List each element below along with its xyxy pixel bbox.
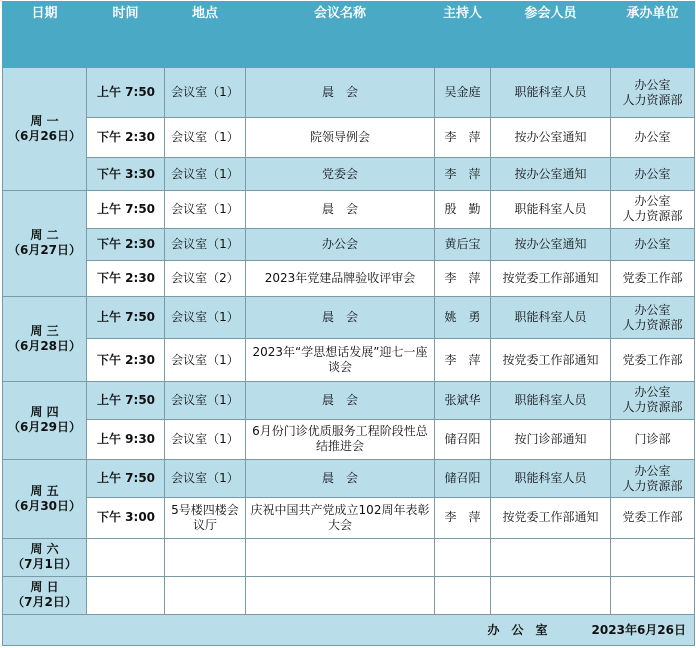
schedule-row xyxy=(3,118,695,158)
meeting-cell: 庆祝中国共产党成立102周年表彰大会 xyxy=(246,498,435,538)
place-cell: 会议室（1） xyxy=(165,460,246,498)
host-cell: 姚 勇 xyxy=(435,297,491,339)
header-row xyxy=(3,2,695,68)
meeting-schedule-table xyxy=(2,1,695,646)
schedule-row xyxy=(3,538,695,576)
time-cell: 下午 3:30 xyxy=(87,158,165,190)
organizer-cell: 门诊部 xyxy=(611,419,695,459)
organizer-cell: 办公室 xyxy=(611,158,695,190)
day-cell xyxy=(3,460,87,538)
time-cell: 上午 9:30 xyxy=(87,419,165,459)
organizer-cell: 办公室 人力资源部 xyxy=(611,190,695,228)
empty-cell xyxy=(246,576,435,614)
day-date: （6月28日） xyxy=(7,338,82,353)
time-cell: 上午 7:50 xyxy=(87,460,165,498)
schedule-body xyxy=(3,68,695,615)
place-cell: 会议室（1） xyxy=(165,297,246,339)
empty-cell xyxy=(435,576,491,614)
attendees-cell: 职能科室人员 xyxy=(491,460,611,498)
place-cell: 会议室（1） xyxy=(165,339,246,381)
organizer-cell: 办公室 人力资源部 xyxy=(611,297,695,339)
place-cell: 会议室（1） xyxy=(165,68,246,118)
day-cell xyxy=(3,538,87,576)
empty-cell xyxy=(87,576,165,614)
host-cell: 李 萍 xyxy=(435,339,491,381)
place-cell: 会议室（1） xyxy=(165,228,246,260)
organizer-cell: 党委工作部 xyxy=(611,261,695,297)
empty-cell xyxy=(165,538,246,576)
meeting-cell: 院领导例会 xyxy=(246,118,435,158)
time-cell: 下午 2:30 xyxy=(87,228,165,260)
day-name: 周 三 xyxy=(30,323,59,338)
organizer-cell: 办公室 人力资源部 xyxy=(611,460,695,498)
schedule-row xyxy=(3,190,695,228)
attendees-cell: 职能科室人员 xyxy=(491,297,611,339)
day-name: 周 日 xyxy=(30,580,59,595)
day-date: （7月2日） xyxy=(12,595,77,610)
time-cell: 上午 7:50 xyxy=(87,68,165,118)
attendees-cell: 按党委工作部通知 xyxy=(491,498,611,538)
host-cell: 储召阳 xyxy=(435,460,491,498)
day-name: 周 二 xyxy=(30,228,59,243)
organizer-cell: 党委工作部 xyxy=(611,339,695,381)
meeting-cell: 办公会 xyxy=(246,228,435,260)
attendees-cell: 职能科室人员 xyxy=(491,190,611,228)
day-date: （6月30日） xyxy=(7,498,82,513)
footer-row xyxy=(3,615,695,646)
time-cell: 上午 7:50 xyxy=(87,190,165,228)
footer-cell xyxy=(3,615,695,646)
schedule-row xyxy=(3,68,695,118)
header-attendees: 参会人员 xyxy=(491,2,611,68)
day-date: （7月1日） xyxy=(12,557,77,572)
meeting-cell: 晨 会 xyxy=(246,68,435,118)
meeting-cell: 晨 会 xyxy=(246,460,435,498)
schedule-row xyxy=(3,339,695,381)
day-name: 周 六 xyxy=(30,542,59,557)
day-cell xyxy=(3,297,87,381)
host-cell: 李 萍 xyxy=(435,261,491,297)
day-cell xyxy=(3,381,87,459)
schedule-row xyxy=(3,498,695,538)
footer-date: 2023年6月26日 xyxy=(591,622,686,637)
header-host: 主持人 xyxy=(435,2,491,68)
schedule-row xyxy=(3,261,695,297)
attendees-cell: 按办公室通知 xyxy=(491,228,611,260)
time-cell: 上午 7:50 xyxy=(87,381,165,419)
header-date: 日期 xyxy=(3,2,87,68)
header-meeting: 会议名称 xyxy=(246,2,435,68)
attendees-cell: 按办公室通知 xyxy=(491,158,611,190)
place-cell: 会议室（1） xyxy=(165,158,246,190)
host-cell: 李 萍 xyxy=(435,118,491,158)
schedule-row xyxy=(3,158,695,190)
organizer-cell: 办公室 人力资源部 xyxy=(611,68,695,118)
host-cell: 黄后宝 xyxy=(435,228,491,260)
schedule-row xyxy=(3,228,695,260)
meeting-cell: 2023年“学思想话发展”迎七一座谈会 xyxy=(246,339,435,381)
schedule-row xyxy=(3,381,695,419)
schedule-row xyxy=(3,460,695,498)
day-name: 周 一 xyxy=(30,113,59,128)
empty-cell xyxy=(611,538,695,576)
place-cell: 5号楼四楼会议厅 xyxy=(165,498,246,538)
empty-cell xyxy=(165,576,246,614)
empty-cell xyxy=(246,538,435,576)
attendees-cell: 按党委工作部通知 xyxy=(491,261,611,297)
footer-office: 办 公 室 xyxy=(487,622,548,637)
header-organizer: 承办单位 xyxy=(611,2,695,68)
schedule-row xyxy=(3,419,695,459)
empty-cell xyxy=(491,538,611,576)
time-cell: 上午 7:50 xyxy=(87,297,165,339)
day-cell xyxy=(3,68,87,191)
organizer-cell: 办公室 xyxy=(611,118,695,158)
header-place: 地点 xyxy=(165,2,246,68)
attendees-cell: 按办公室通知 xyxy=(491,118,611,158)
place-cell: 会议室（1） xyxy=(165,381,246,419)
day-cell xyxy=(3,190,87,297)
day-cell xyxy=(3,576,87,614)
meeting-cell: 党委会 xyxy=(246,158,435,190)
schedule-row xyxy=(3,297,695,339)
day-name: 周 四 xyxy=(30,405,59,420)
organizer-cell: 党委工作部 xyxy=(611,498,695,538)
host-cell: 李 萍 xyxy=(435,158,491,190)
host-cell: 殷 勤 xyxy=(435,190,491,228)
day-date: （6月29日） xyxy=(7,420,82,435)
schedule-row xyxy=(3,576,695,614)
meeting-cell: 6月份门诊优质服务工程阶段性总结推进会 xyxy=(246,419,435,459)
time-cell: 下午 3:00 xyxy=(87,498,165,538)
time-cell: 下午 2:30 xyxy=(87,118,165,158)
day-date: （6月27日） xyxy=(7,243,82,258)
host-cell: 储召阳 xyxy=(435,419,491,459)
organizer-cell: 办公室 xyxy=(611,228,695,260)
host-cell: 李 萍 xyxy=(435,498,491,538)
empty-cell xyxy=(87,538,165,576)
time-cell: 下午 2:30 xyxy=(87,339,165,381)
day-date: （6月26日） xyxy=(7,128,82,143)
empty-cell xyxy=(491,576,611,614)
empty-cell xyxy=(611,576,695,614)
place-cell: 会议室（1） xyxy=(165,118,246,158)
meeting-cell: 晨 会 xyxy=(246,297,435,339)
attendees-cell: 职能科室人员 xyxy=(491,68,611,118)
meeting-cell: 晨 会 xyxy=(246,381,435,419)
organizer-cell: 办公室 人力资源部 xyxy=(611,381,695,419)
place-cell: 会议室（1） xyxy=(165,419,246,459)
meeting-cell: 2023年党建品牌验收评审会 xyxy=(246,261,435,297)
attendees-cell: 职能科室人员 xyxy=(491,381,611,419)
empty-cell xyxy=(435,538,491,576)
time-cell: 下午 2:30 xyxy=(87,261,165,297)
place-cell: 会议室（2） xyxy=(165,261,246,297)
host-cell: 张斌华 xyxy=(435,381,491,419)
header-time: 时间 xyxy=(87,2,165,68)
host-cell: 吴金庭 xyxy=(435,68,491,118)
attendees-cell: 按党委工作部通知 xyxy=(491,339,611,381)
meeting-cell: 晨 会 xyxy=(246,190,435,228)
place-cell: 会议室（1） xyxy=(165,190,246,228)
day-name: 周 五 xyxy=(30,483,59,498)
attendees-cell: 按门诊部通知 xyxy=(491,419,611,459)
